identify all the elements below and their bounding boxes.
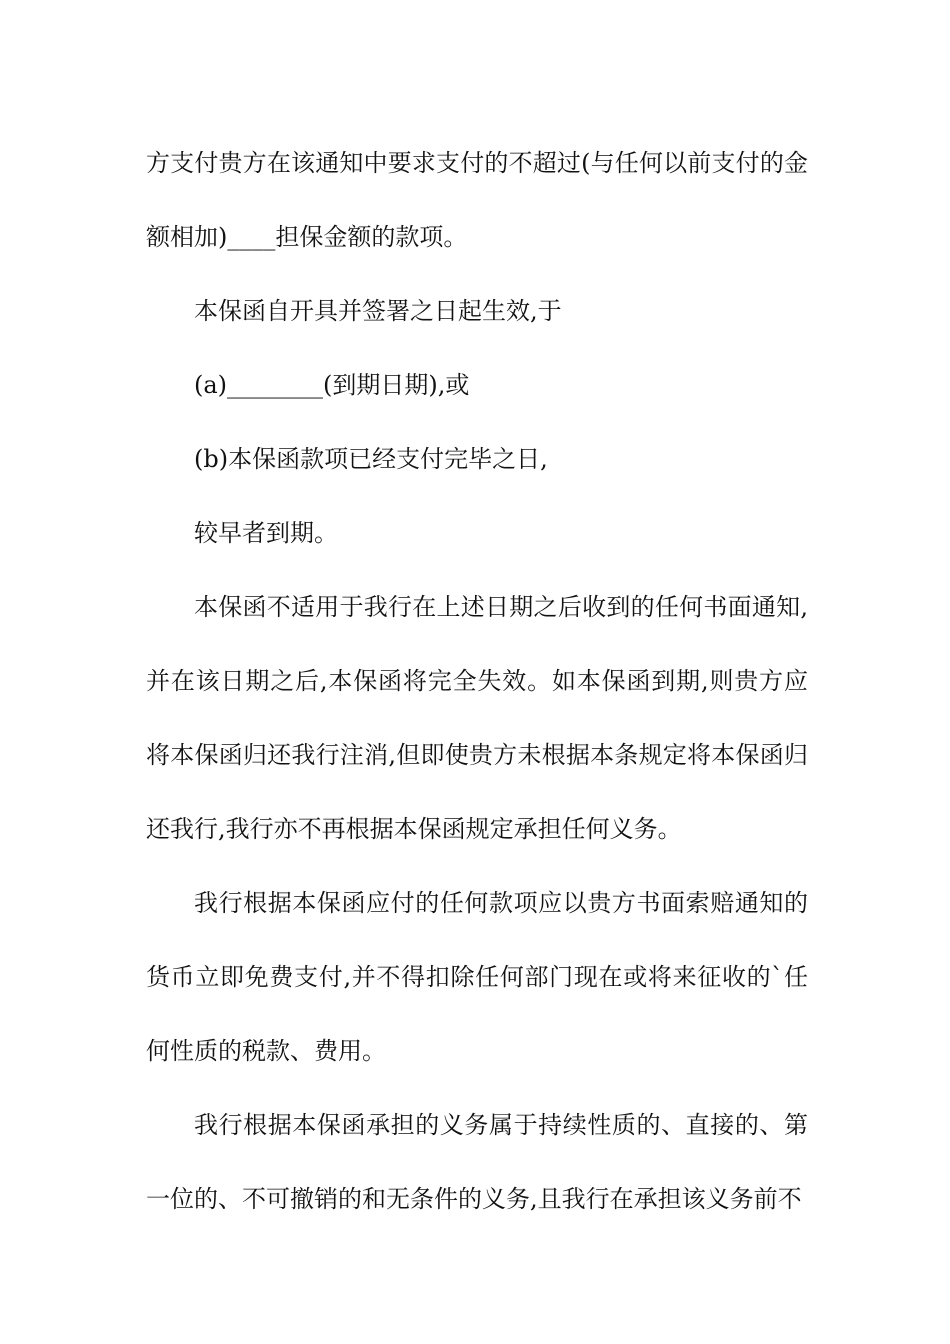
paragraph-obligation-nature: 我行根据本保函承担的义务属于持续性质的、直接的、第一位的、不可撤销的和无条件的义务,且我行在承担该义务前不	[146, 1111, 808, 1213]
paragraph-notice-invalid: 本保函不适用于我行在上述日期之后收到的任何书面通知,并在该日期之后,本保函将完全失效。如本保函到期,则贵方应将本保函归还我行注消,但即使贵方未根据本条规定将本保函归还我行,我行亦不再根据本保函规定承担任何义务。	[146, 593, 808, 843]
paragraph-expiry-option-b: (b)本保函款项已经支付完毕之日,	[194, 445, 548, 473]
paragraph-earlier-expiry: 较早者到期。	[194, 519, 338, 547]
paragraph-payment-currency: 我行根据本保函应付的任何款项应以贵方书面索赔通知的货币立即免费支付,并不得扣除任何部门现在或将来征收的`任何性质的税款、费用。	[146, 889, 808, 1065]
paragraph-payment-amount: 方支付贵方在该通知中要求支付的不超过(与任何以前支付的金额相加)____担保金额的款项。	[146, 149, 808, 251]
paragraph-expiry-option-a: (a)________(到期日期),或	[194, 371, 470, 399]
document-body	[146, 126, 808, 1236]
paragraph-effective-date: 本保函自开具并签署之日起生效,于	[194, 297, 562, 325]
